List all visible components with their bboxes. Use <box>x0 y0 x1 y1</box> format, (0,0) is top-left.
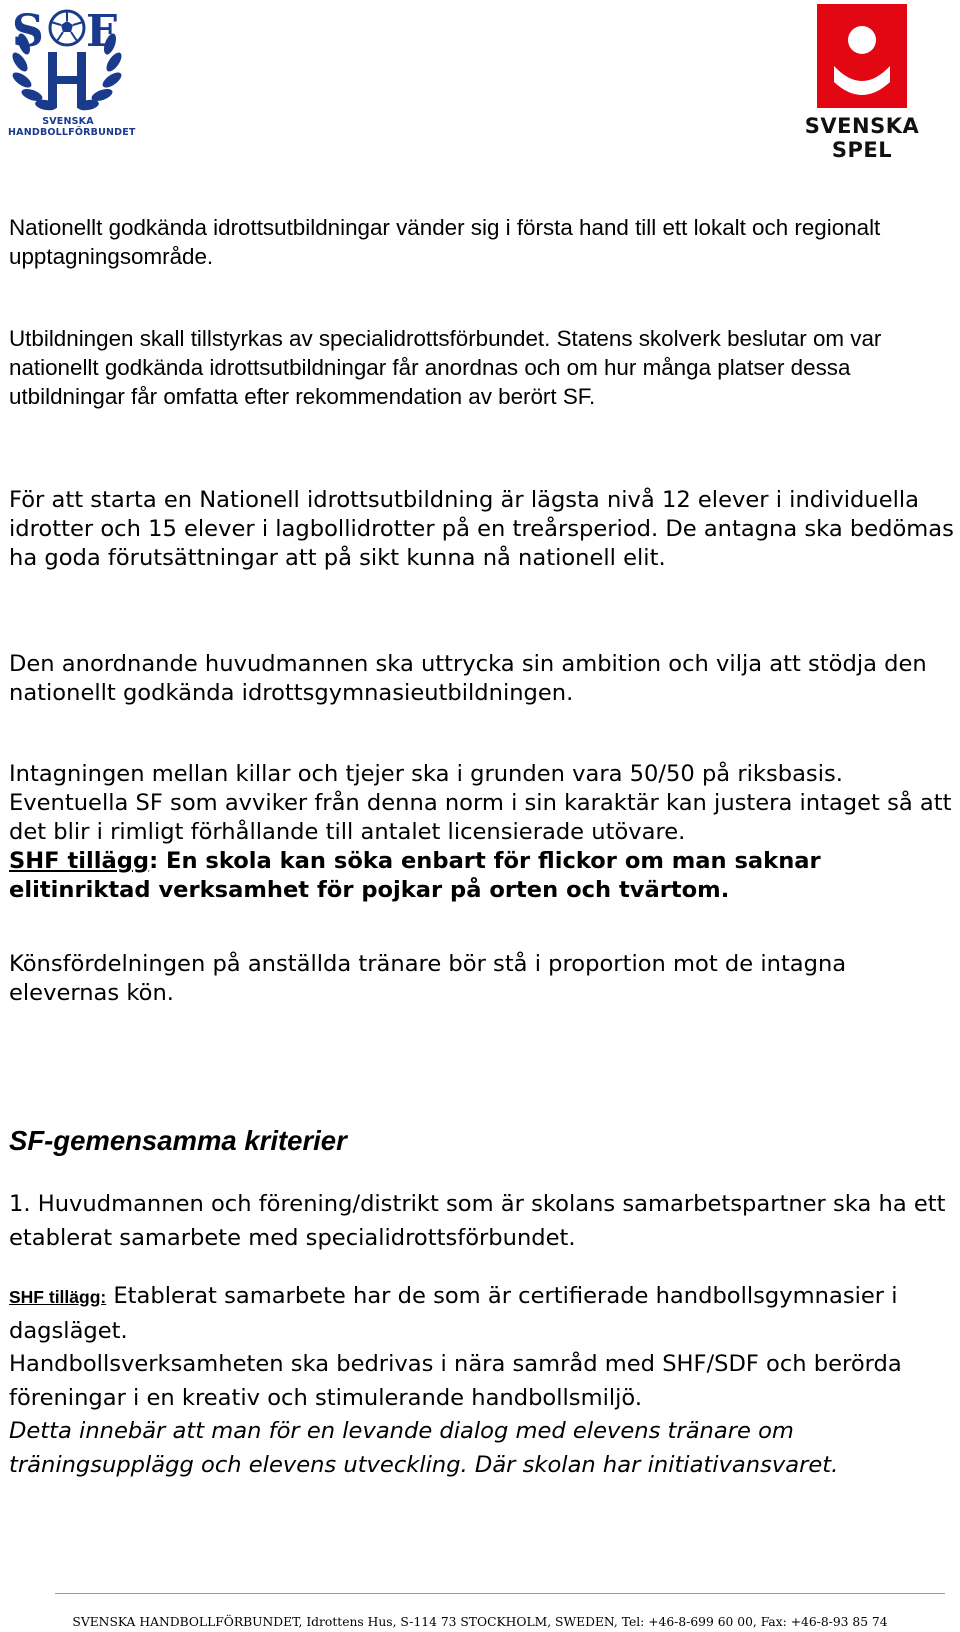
paragraph-5-text: Intagningen mellan killar och tjejer ska i grunden vara 50/50 på riksbasis. Eventuella SF som avviker från denna norm i sin karaktär kan justera intaget så att det blir i rimligt förhållande till antalet licensierade utövare. <box>9 761 952 845</box>
paragraph-2: Utbildningen skall tillstyrkas av specialidrottsförbundet. Statens skolverk beslutar om var nationellt godkända idrottsutbildningar får anordnas och om hur många platser dessa utbildningar får omfatta efter rekommendation av berört SF. <box>9 326 882 409</box>
criterion-1: 1. Huvudmannen och förening/distrikt som är skolans samarbetspartner ska ha ett etablerat samarbete med specialidrottsförbundet. <box>9 1191 946 1251</box>
section-heading: SF-gemensamma kriterier <box>9 1125 347 1156</box>
shf-addendum-colon: : <box>149 848 159 874</box>
paragraph-6: Könsfördelningen på anställda tränare bör stå i proportion mot de intagna elevernas kön. <box>9 951 847 1006</box>
criterion-1-details <box>9 1280 954 1482</box>
shf-addendum-text: En skola kan söka enbart för flickor om man saknar elitinriktad verksamhet för pojkar på orten och tvärtom. <box>9 848 821 903</box>
shf-logo-line1: SVENSKA <box>42 116 94 127</box>
criterion-1-addendum-text: Etablerat samarbete har de som är certifierade handbollsgymnasier i dagsläget. <box>9 1283 898 1344</box>
footer-divider <box>55 1593 945 1594</box>
footer-address: SVENSKA HANDBOLLFÖRBUNDET, Idrottens Hus, S-114 73 STOCKHOLM, SWEDEN, Tel: +46-8-699 60 00, Fax: +46-8-93 85 74 <box>72 1615 888 1629</box>
paragraph-3: För att starta en Nationell idrottsutbildning är lägsta nivå 12 elever i individuella idrotter och 15 elever i lagbollidrotter på en treårsperiod. De antagna ska bedömas ha goda förutsättningar att på sikt kunna nå nationell elit. <box>9 487 954 571</box>
criterion-1-line2: Handbollsverksamheten ska bedrivas i nära samråd med SHF/SDF och berörda föreningar i en kreativ och stimulerande handbollsmiljö. <box>9 1351 902 1411</box>
criterion-1-italic-note: Detta innebär att man för en levande dialog med elevens tränare om träningsupplägg och elevens utveckling. Där skolan har initiativansvaret. <box>9 1418 839 1478</box>
paragraph-5 <box>9 760 954 905</box>
svg-text:F: F <box>86 6 118 57</box>
shf-addendum-label: SHF tillägg <box>9 848 150 874</box>
paragraph-1: Nationellt godkända idrottsutbildningar vänder sig i första hand till ett lokalt och regionalt upptagningsområde. <box>9 215 881 269</box>
paragraph-4: Den anordnande huvudmannen ska uttrycka sin ambition och vilja att stödja den nationellt godkända idrottsgymnasieutbildningen. <box>9 651 927 706</box>
svenska-spel-wordmark: SVENSKA SPEL <box>804 114 920 162</box>
shf-logo-caption <box>8 116 136 138</box>
shf-logo-line2: HANDBOLLFÖRBUNDET <box>8 127 136 138</box>
svg-text:S: S <box>12 6 44 57</box>
criterion-1-addendum-label: SHF tillägg: <box>9 1287 107 1307</box>
